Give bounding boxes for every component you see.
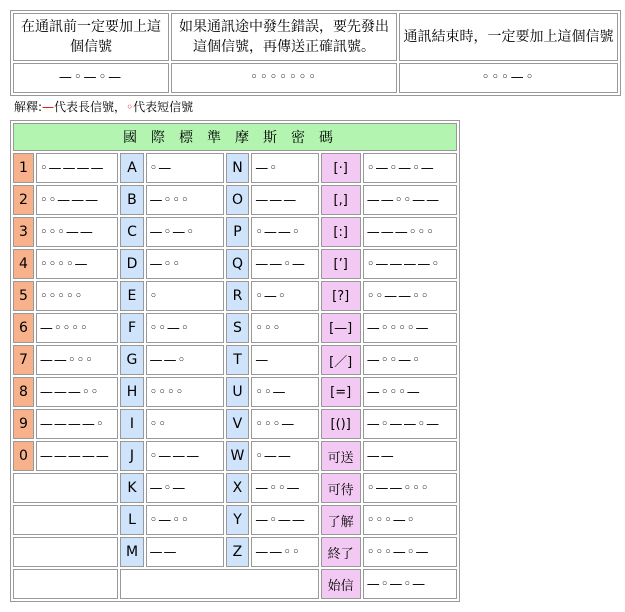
symbol-code: ——◦◦—— — [363, 185, 457, 215]
symbol-code: —◦◦◦— — [363, 377, 457, 407]
letter-code: —◦—◦ — [146, 217, 224, 247]
number-code: ————◦ — [36, 409, 119, 439]
number-code: ◦◦◦◦◦ — [36, 281, 119, 311]
symbol-label: 可送 — [321, 441, 361, 471]
letter-code: ◦◦◦◦ — [146, 377, 224, 407]
letter-label: M — [120, 537, 143, 567]
number-label: 0 — [13, 441, 34, 471]
letter-code: —◦◦ — [146, 249, 224, 279]
letter-label: U — [226, 377, 250, 407]
number-code: ——◦◦◦ — [36, 345, 119, 375]
symbol-label: [()] — [321, 409, 361, 439]
end-signal-code: ◦◦◦—◦ — [399, 63, 618, 93]
letter-label: T — [226, 345, 250, 375]
letter-label: C — [120, 217, 143, 247]
start-signal-header: 在通訊前一定要加上這個信號 — [13, 13, 169, 61]
letter-code: —◦ — [251, 153, 318, 183]
long-signal-text: 代表長信號， — [54, 100, 127, 114]
letter-label: J — [120, 441, 143, 471]
morse-row — [13, 409, 457, 439]
number-label: 7 — [13, 345, 34, 375]
symbol-label: [／] — [321, 345, 361, 375]
letter-label: W — [226, 441, 250, 471]
letter-label: K — [120, 473, 143, 503]
letter-label: R — [226, 281, 250, 311]
morse-row — [13, 505, 457, 535]
morse-row — [13, 313, 457, 343]
letter-code: ◦—◦ — [251, 281, 318, 311]
symbol-code: —◦——◦— — [363, 409, 457, 439]
letter-code: ——— — [251, 185, 318, 215]
letter-code: ◦— — [146, 153, 224, 183]
morse-row — [13, 249, 457, 279]
symbol-code: —◦—◦— — [363, 569, 457, 599]
letter-label: O — [226, 185, 250, 215]
symbol-label: [:] — [321, 217, 361, 247]
letter-code: — — [251, 345, 318, 375]
symbol-label: [—] — [321, 313, 361, 343]
number-label: 6 — [13, 313, 34, 343]
letter-label: G — [120, 345, 143, 375]
letter-code: ◦◦ — [146, 409, 224, 439]
letter-label: I — [120, 409, 143, 439]
letter-code: ——◦◦ — [251, 537, 318, 567]
number-label: 2 — [13, 185, 34, 215]
letter-label: V — [226, 409, 250, 439]
letter-code: ——◦— — [251, 249, 318, 279]
number-code: ◦◦◦—— — [36, 217, 119, 247]
number-code: ◦◦——— — [36, 185, 119, 215]
morse-row — [13, 153, 457, 183]
symbol-label: 可待 — [321, 473, 361, 503]
start-signal-code: —◦—◦— — [13, 63, 169, 93]
letter-label: N — [226, 153, 250, 183]
letter-label: E — [120, 281, 143, 311]
empty-number-cell — [13, 473, 118, 503]
symbol-code: ◦◦◦—◦ — [363, 505, 457, 535]
letter-code: —◦— — [146, 473, 224, 503]
legend-note — [14, 100, 193, 114]
letter-code: ◦—— — [251, 441, 318, 471]
symbol-code: ◦——◦◦◦ — [363, 473, 457, 503]
symbol-code: —— — [363, 441, 457, 471]
number-code: ◦———— — [36, 153, 119, 183]
long-signal-symbol: — — [42, 100, 55, 114]
morse-code-table — [10, 120, 460, 602]
number-code: ———◦◦ — [36, 377, 119, 407]
empty-number-cell — [13, 537, 118, 567]
number-code: ————— — [36, 441, 119, 471]
morse-row — [13, 473, 457, 503]
symbol-code: —◦◦—◦ — [363, 345, 457, 375]
morse-row — [13, 185, 457, 215]
letter-label: A — [120, 153, 143, 183]
short-signal-symbol: ◦ — [126, 100, 134, 114]
morse-row — [13, 569, 457, 599]
letter-label: L — [120, 505, 143, 535]
letter-code: ◦——◦ — [251, 217, 318, 247]
symbol-code: ◦—◦—◦— — [363, 153, 457, 183]
morse-row — [13, 441, 457, 471]
end-signal-header: 通訊結束時，一定要加上這個信號 — [399, 13, 618, 61]
number-code: —◦◦◦◦ — [36, 313, 119, 343]
letter-code: —◦—— — [251, 505, 318, 535]
number-label: 4 — [13, 249, 34, 279]
procedure-signal-table — [10, 10, 621, 96]
symbol-label: [=] — [321, 377, 361, 407]
letter-code: —— — [146, 537, 224, 567]
letter-label: Q — [226, 249, 250, 279]
empty-letter-cell — [120, 569, 318, 599]
error-signal-code: ◦◦◦◦◦◦◦ — [171, 63, 397, 93]
morse-row — [13, 281, 457, 311]
letter-code: ◦——— — [146, 441, 224, 471]
letter-code: ◦ — [146, 281, 224, 311]
legend-prefix: 解釋: — [14, 100, 43, 114]
empty-number-cell — [13, 505, 118, 535]
short-signal-text: 代表短信號 — [133, 100, 194, 114]
letter-code: ◦◦◦ — [251, 313, 318, 343]
symbol-code: —◦◦◦◦— — [363, 313, 457, 343]
letter-label: S — [226, 313, 250, 343]
letter-code: ——◦ — [146, 345, 224, 375]
number-label: 1 — [13, 153, 34, 183]
symbol-label: 了解 — [321, 505, 361, 535]
morse-row — [13, 377, 457, 407]
morse-row — [13, 537, 457, 567]
symbol-label: [’] — [321, 249, 361, 279]
letter-label: F — [120, 313, 143, 343]
symbol-label: [·] — [321, 153, 361, 183]
letter-code: ◦◦◦— — [251, 409, 318, 439]
letter-label: Y — [226, 505, 250, 535]
error-signal-header: 如果通訊途中發生錯誤，要先發出這個信號，再傳送正確訊號。 — [171, 13, 397, 61]
symbol-code: ———◦◦◦ — [363, 217, 457, 247]
symbol-label: [?] — [321, 281, 361, 311]
letter-label: X — [226, 473, 250, 503]
symbol-code: ◦◦◦—◦— — [363, 537, 457, 567]
letter-code: —◦◦◦ — [146, 185, 224, 215]
number-label: 9 — [13, 409, 34, 439]
letter-label: D — [120, 249, 143, 279]
number-label: 8 — [13, 377, 34, 407]
symbol-label: 終了 — [321, 537, 361, 567]
letter-code: ◦◦— — [251, 377, 318, 407]
symbol-code: ◦————◦ — [363, 249, 457, 279]
symbol-code: ◦◦——◦◦ — [363, 281, 457, 311]
symbol-label: 始信 — [321, 569, 361, 599]
letter-label: B — [120, 185, 143, 215]
letter-code: ◦—◦◦ — [146, 505, 224, 535]
letter-label: P — [226, 217, 250, 247]
number-label: 5 — [13, 281, 34, 311]
letter-code: ◦◦—◦ — [146, 313, 224, 343]
morse-row — [13, 345, 457, 375]
letter-code: —◦◦— — [251, 473, 318, 503]
morse-row — [13, 217, 457, 247]
number-label: 3 — [13, 217, 34, 247]
letter-label: H — [120, 377, 143, 407]
letter-label: Z — [226, 537, 250, 567]
number-code: ◦◦◦◦— — [36, 249, 119, 279]
empty-number-cell — [13, 569, 118, 599]
symbol-label: [,] — [321, 185, 361, 215]
morse-table-title: 國際標準摩斯密碼 — [13, 123, 457, 151]
